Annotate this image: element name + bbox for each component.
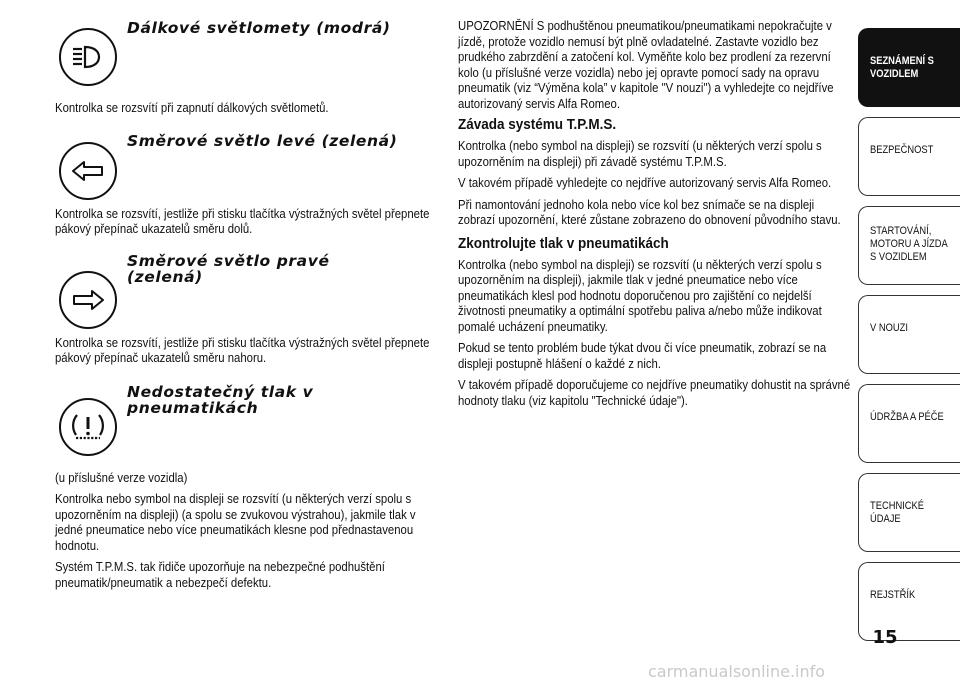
section-tire-pressure: [55, 384, 445, 470]
watermark: carmanualsonline.info: [648, 662, 826, 681]
section-turn-left: [55, 130, 445, 206]
section-turn-right: [55, 253, 445, 335]
left-arrow-icon: [59, 142, 117, 200]
high-beam-icon: [59, 28, 117, 86]
warning-paragraph: UPOZORNĚNÍ S podhuštěnou pneumatikou/pneumatikami nepokračujte v jízdě, protože vozidlo nemusí být plně ovladatelné. Zastavte vozidlo bez prudkého zabrzdění a zatočení kol. Vyměňte kolo bez prodlení za rezervní kolo (u příslušné verze vozidla) nebo jej opravte pomocí sady na opravu pneumatik (viz “Výměna kola” v kapitole "V nouzi") a vyhledejte co nejdříve autorizovaný servis Alfa Romeo.: [458, 18, 834, 111]
page-number: 15: [872, 627, 898, 648]
tab-label: SEZNÁMENÍ S VOZIDLEM: [870, 55, 934, 80]
tab-label: BEZPEČNOST: [870, 144, 934, 156]
paragraph: V takovém případě vyhledejte co nejdříve autorizovaný servis Alfa Romeo.: [458, 175, 832, 190]
paragraph: V takovém případě doporučujeme co nejdříve pneumatiky dohustit na správné hodnoty tlaku (viz kapitolu "Technické údaje").: [458, 377, 851, 408]
paragraph: Kontrolka nebo symbol na displeji se rozsvítí (u některých verzí spolu s upozorněním na displeji) (a spolu se zvukovou výstrahou), jakmile tlak v jedné pneumatice nebo více pneumatikách klesne pod přednastavenou hodnotu.: [55, 491, 416, 553]
paragraph: Kontrolka (nebo symbol na displeji) se rozsvítí (u některých verzí spolu s upozorněním na displeji), jakmile tlak v jedné pneumatice nebo více pneumatikách klesl pod hodnotu doporučenou pro zajištění co nejdelší životnosti pneumatiky a optimální spotřebu paliva a/nebo může indikovat pomalé ucházení pneumatiky.: [458, 256, 822, 334]
tab-seznameni[interactable]: [858, 28, 960, 107]
paragraph: (u příslušné verze vozidla): [55, 469, 188, 485]
paragraph: Systém T.P.M.S. tak řidiče upozorňuje na nebezpečné podhuštění pneumatik/pneumatik a nebezpečí defektu.: [55, 559, 385, 590]
tab-label: STARTOVÁNÍ, MOTORU A JÍZDA S VOZIDLEM: [870, 225, 948, 263]
right-arrow-icon: [59, 271, 117, 329]
paragraph: Kontrolka se rozsvítí při zapnutí dálkových světlometů.: [55, 100, 329, 115]
paragraph: Kontrolka se rozsvítí, jestliže při stisku tlačítka výstražných světel přepnete pákový přepínač ukazatelů směru nahoru.: [55, 334, 430, 365]
tab-v-nouzi[interactable]: [858, 295, 960, 374]
paragraph: Kontrolka se rozsvítí, jestliže při stisku tlačítka výstražných světel přepnete pákový přepínač ukazatelů směru dolů.: [55, 205, 430, 236]
paragraph: Pokud se tento problém bude týkat dvou či více pneumatik, zobrazí se na displeji postupně hlášení o každé z nich.: [458, 340, 827, 371]
section-heading: Nedostatečný tlak v pneumatikách: [127, 382, 314, 417]
tab-bezpecnost[interactable]: [858, 117, 960, 196]
tire-pressure-warning-icon: [59, 398, 117, 456]
tab-label: TECHNICKÉ ÚDAJE: [870, 500, 925, 525]
tab-technicke-udaje[interactable]: [858, 473, 960, 552]
tab-label: REJSTŘÍK: [870, 589, 916, 601]
tab-startovani[interactable]: [858, 206, 960, 285]
section-heading: Dálkové světlomety (modrá): [127, 19, 391, 37]
paragraph: Při namontování jednoho kola nebo více kol bez snímače se na displeji zobrazí upozornění, které zůstane zobrazeno do obnovení původního stavu.: [458, 196, 841, 227]
tab-udrzba[interactable]: [858, 384, 960, 463]
chapter-tabs: [858, 28, 960, 651]
tab-label: V NOUZI: [870, 322, 908, 334]
paragraph: Kontrolka (nebo symbol na displeji) se rozsvítí (u některých verzí spolu s upozorněním na displeji) při závadě systému T.P.M.S.: [458, 138, 822, 169]
section-heading: Směrové světlo levé (zelená): [127, 131, 398, 150]
section-title: Zkontrolujte tlak v pneumatikách: [458, 234, 669, 252]
left-column: [55, 18, 445, 596]
section-high-beam: [55, 18, 445, 100]
tab-label: ÚDRŽBA A PÉČE: [870, 411, 944, 423]
right-column: [458, 18, 850, 414]
section-title: Závada systému T.P.M.S.: [458, 116, 617, 133]
section-heading: Směrové světlo pravé (zelená): [127, 251, 330, 286]
